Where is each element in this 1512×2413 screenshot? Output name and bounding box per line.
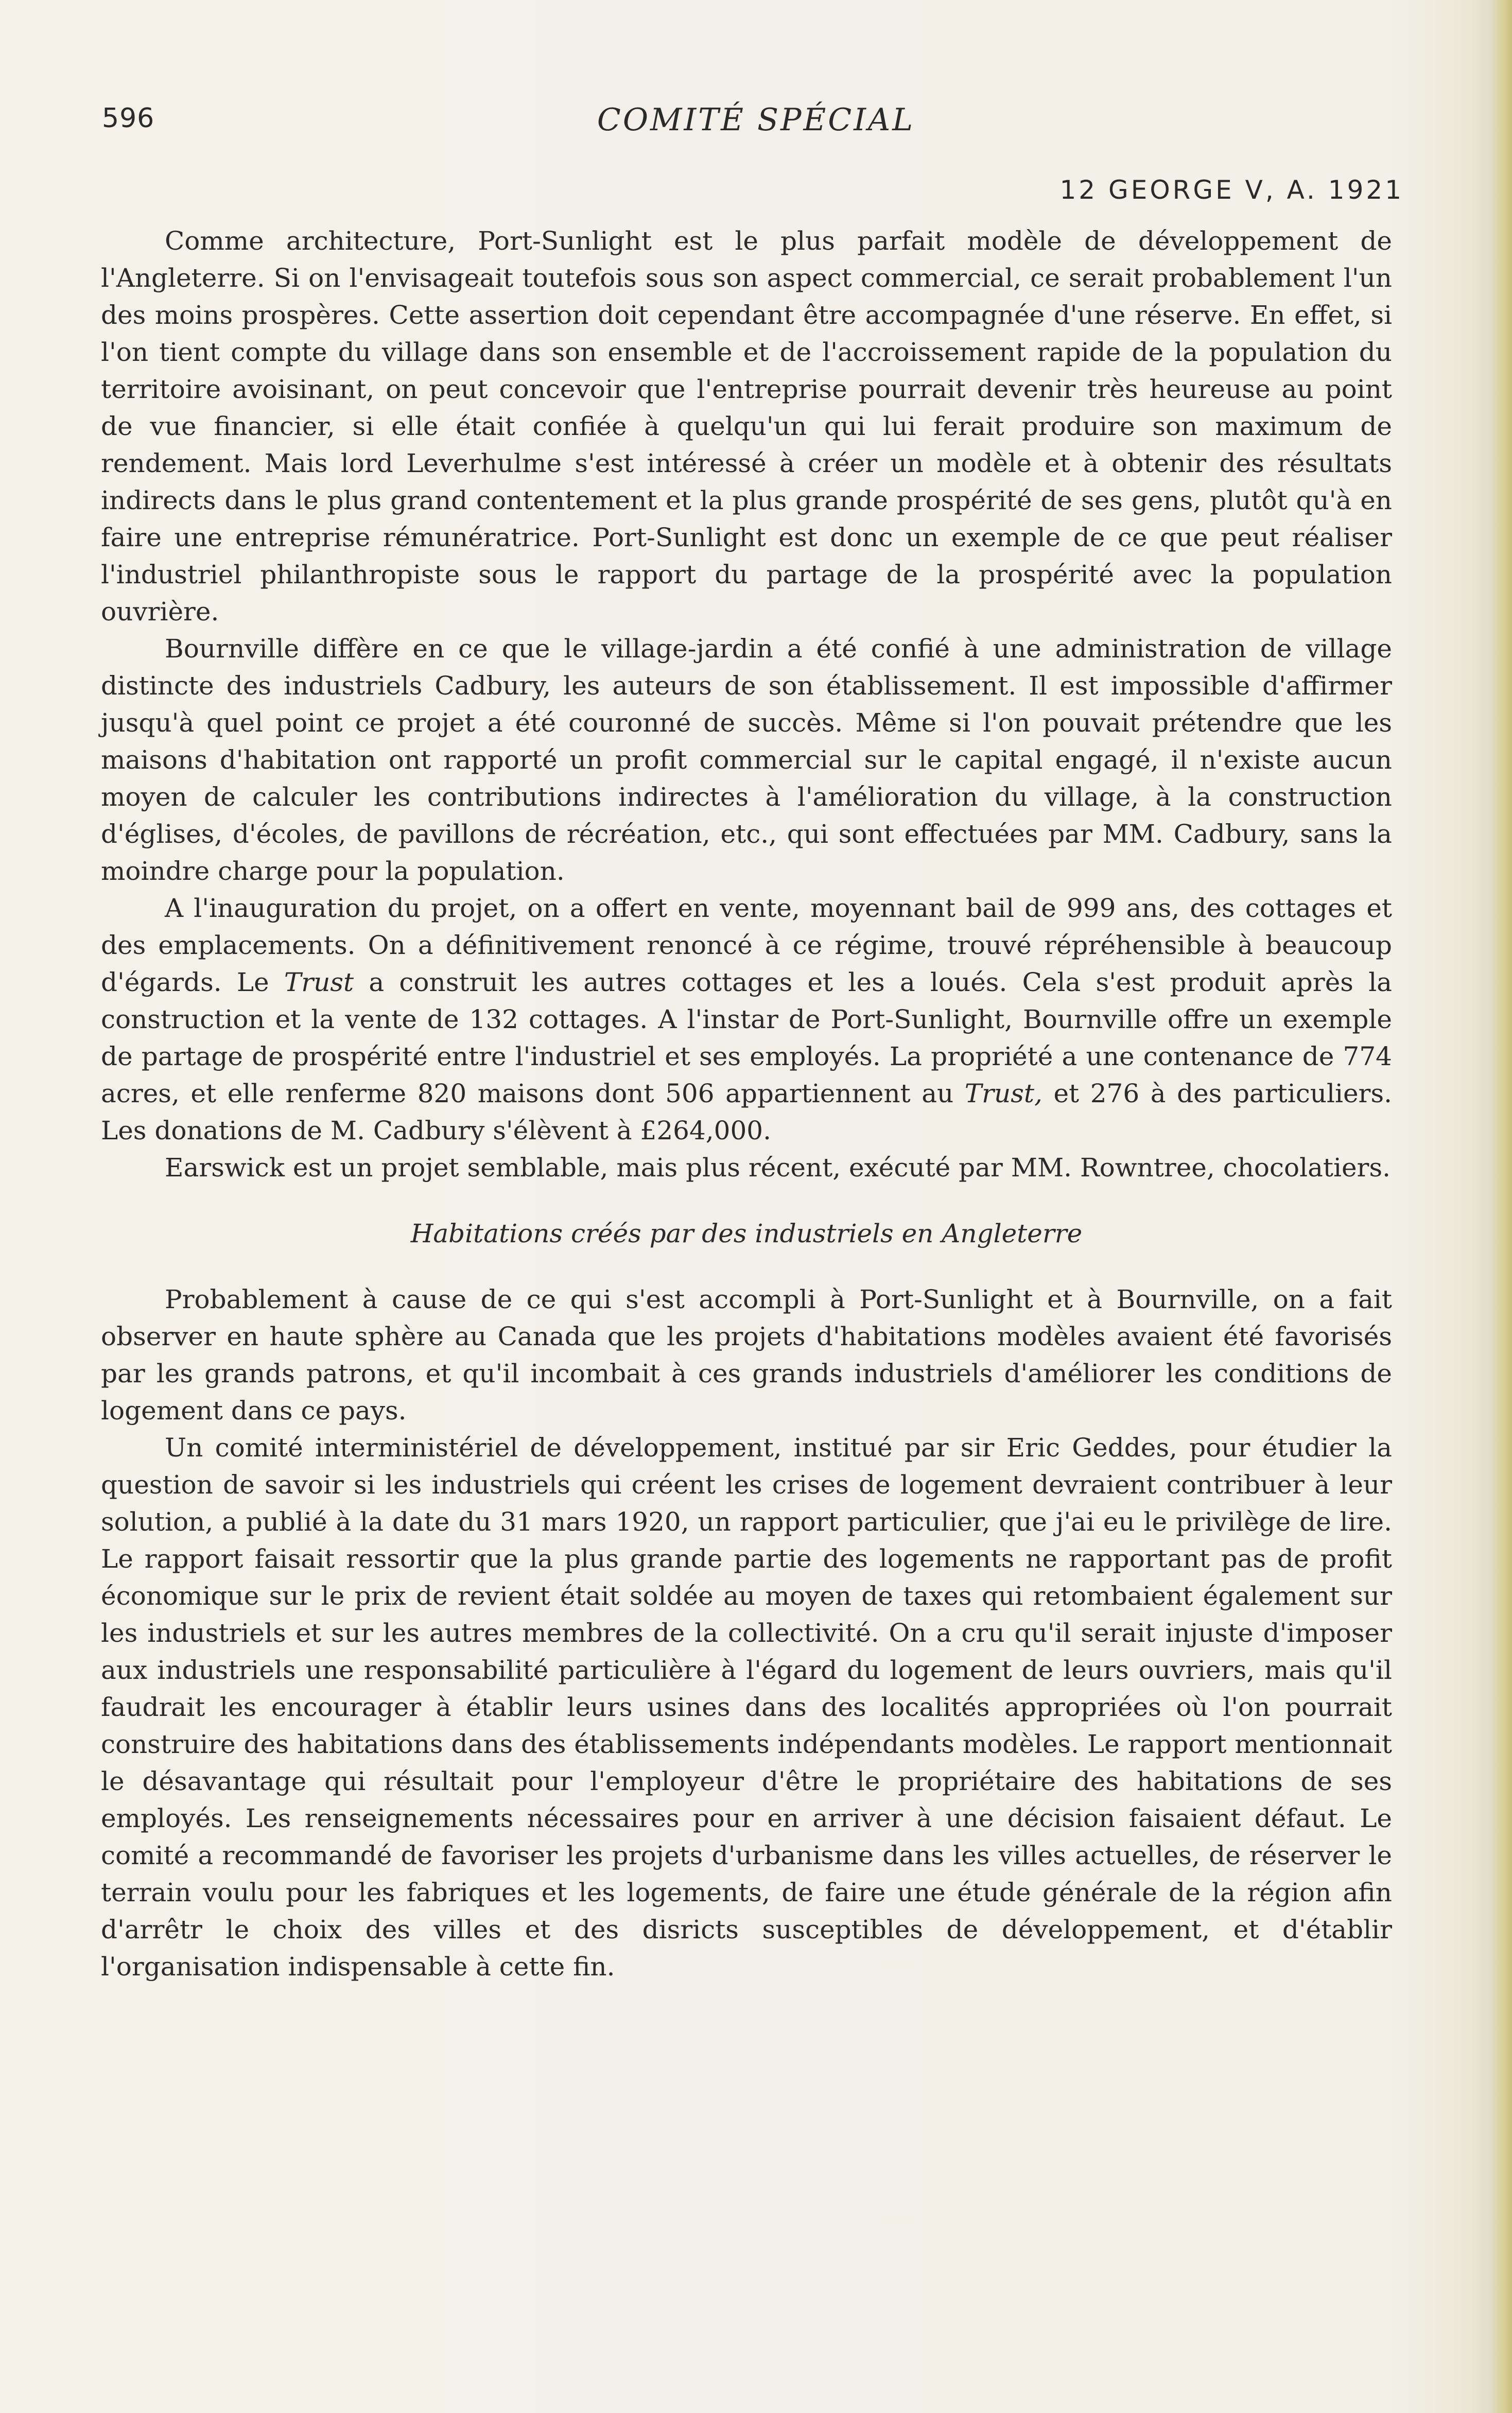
trust-term: Trust, <box>964 1079 1042 1108</box>
paragraph-bournville: Bournville diffère en ce que le village-jardin a été confié à une administration de village distincte des industriels Cadbury, les auteurs de son établissement. Il est impossible d'affirmer jusqu'à quel point ce projet a été couronné de succès. Même si l'on pouvait prétendre que les maisons d'habitation ont rapporté un profit commercial sur le capital engagé, il n'existe aucun moyen de calculer les contributions indirectes à l'amélioration du village, à la construction d'églises, d'écoles, de pavillons de récréation, etc., qui sont effectuées par MM. Cadbury, sans la moindre charge pour la population. <box>101 634 1392 886</box>
paragraph-probablement: Probablement à cause de ce qui s'est accompli à Port-Sunlight et à Bournville, on a fait observer en haute sphère au Canada que les projets d'habitations modèles avaient été favorisés par les grands patrons, et qu'il incombait à ces grands industriels d'améliorer les conditions de logement dans ce pays. <box>101 1284 1392 1426</box>
paragraph-inauguration-part-1: A l'inauguration du projet, on a offert en vente, moyennant bail de 999 ans, des cottages et des emplacements. On a définitivement renoncé à ce régime, trouvé répréhensible à beaucoup d'égards. Le <box>101 893 1392 997</box>
page-edge <box>1491 0 1512 2413</box>
body-text <box>101 222 1392 1985</box>
page-number: 596 <box>102 103 155 134</box>
paragraph-inauguration-part-2: a construit les autres cottages et les a loués. Cela s'est produit après la construction et la vente de 132 cottages. A l'instar de Port-Sunlight, Bournville offre un exemple de partage de prospérité entre l'industriel et ses employés. La propriété a une contenance de 774 acres, et elle renferme 820 maisons dont 506 appartiennent au <box>101 967 1392 1108</box>
session-reference: 12 GEORGE V, A. 1921 <box>1059 175 1404 205</box>
paragraph-inauguration <box>101 890 1392 1149</box>
section-heading: Habitations créés par des industriels en Angleterre <box>410 1219 1083 1248</box>
paragraph-comite: Un comité interministériel de développement, institué par sir Eric Geddes, pour étudier la question de savoir si les industriels qui créent les crises de logement devraient contribuer à leur solution, a publié à la date du 31 mars 1920, un rapport particulier, que j'ai eu le privilège de lire. Le rapport faisait ressortir que la plus grande partie des logements ne rapportant pas de profit économique sur le prix de revient était soldée au moyen de taxes qui retombaient également sur les industriels et sur les autres membres de la collectivité. On a cru qu'il serait injuste d'imposer aux industriels une responsabilité particulière à l'égard du logement de leurs ouvriers, mais qu'il faudrait les encourager à établir leurs usines dans des localités appropriées où l'on pourrait construire des habitations dans des établissements indépendants modèles. Le rapport mentionnait le désavantage qui résultait pour l'employeur d'être le propriétaire des habitations de ses employés. Les renseignements nécessaires pour en arriver à une décision faisaient défaut. Le comité a recommandé de favoriser les projets d'urbanisme dans les villes actuelles, de réserver le terrain voulu pour les fabriques et les logements, de faire une étude générale de la région afin d'arrêtr le choix des villes et des disricts susceptibles de développement, et d'établir l'organisation indispensable à cette fin. <box>101 1433 1392 1982</box>
paragraph-inauguration-part-3: et 276 à des particuliers. Les donations de M. Cadbury s'élèvent à £264,000. <box>101 1079 1392 1145</box>
paragraph-port-sunlight: Comme architecture, Port-Sunlight est le plus parfait modèle de développement de l'Angleterre. Si on l'envisageait toutefois sous son aspect commercial, ce serait probablement l'un des moins prospères. Cette assertion doit cependant être accompagnée d'une réserve. En effet, si l'on tient compte du village dans son ensemble et de l'accroissement rapide de la population du territoire avoisinant, on peut concevoir que l'entreprise pourrait devenir très heureuse au point de vue financier, si elle était confiée à quelqu'un qui lui ferait produire son maximum de rendement. Mais lord Leverhulme s'est intéressé à créer un modèle et à obtenir des résultats indirects dans le plus grand contentement et la plus grande prospérité de ses gens, plutôt qu'à en faire une entreprise rémunératrice. Port-Sunlight est donc un exemple de ce que peut réaliser l'industriel philanthropiste sous le rapport du partage de la prospérité avec la population ouvrière. <box>101 226 1392 627</box>
running-title: COMITÉ SPÉCIAL <box>597 102 915 138</box>
paragraph-earswick: Earswick est un projet semblable, mais plus récent, exécuté par MM. Rowntree, chocolatiers. <box>165 1153 1391 1183</box>
trust-term: Trust <box>284 967 354 997</box>
